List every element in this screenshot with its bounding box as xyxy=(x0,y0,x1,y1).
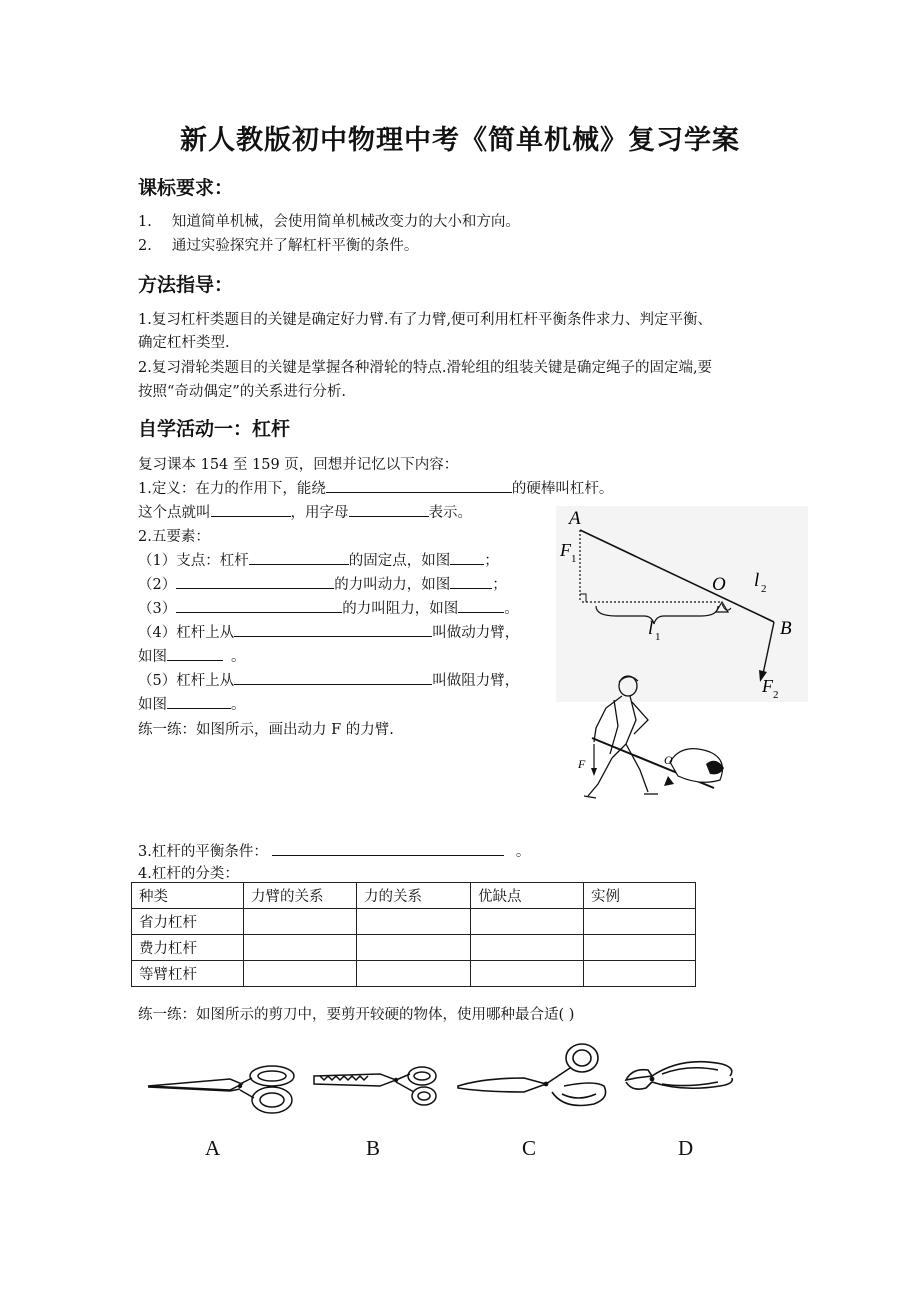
table-cell[interactable] xyxy=(244,961,357,987)
scissors-b-pivot-arms xyxy=(396,1074,414,1092)
element-resistance-arm-figure: 如图 。 xyxy=(138,693,246,714)
arm-l2-label: l xyxy=(754,570,760,591)
element-resistance-blank[interactable] xyxy=(176,597,342,613)
element-effort-arm-figure: 如图 。 xyxy=(138,645,246,666)
arm-l1-subscript: 1 xyxy=(655,631,661,643)
arm-l2-subscript: 2 xyxy=(761,583,767,595)
scissors-a-pivot xyxy=(238,1084,242,1088)
worker-helmet xyxy=(619,677,638,682)
scissors-a-handle-top-inner xyxy=(258,1071,286,1081)
definition-line: 1.定义：在力的作用下，能绕 的硬棒叫杠杆。 xyxy=(138,477,613,498)
element-resistance-arm-blank[interactable] xyxy=(234,669,432,685)
table-header-cell: 优缺点 xyxy=(471,883,584,909)
element-effort-figure-blank[interactable] xyxy=(450,573,492,589)
table-cell[interactable] xyxy=(584,935,696,961)
lever-classification-table xyxy=(131,882,696,987)
pliers-d-icon[interactable] xyxy=(622,1052,746,1100)
element-effort-arm-figure-blank[interactable] xyxy=(167,645,223,661)
element-effort: （2） 的力叫动力，如图 ； xyxy=(138,573,507,594)
scissors-c-handle-top-inner xyxy=(573,1050,591,1066)
fulcrum-name-blank[interactable] xyxy=(211,501,291,517)
pliers-d-handle-bottom-inner xyxy=(662,1082,718,1086)
fulcrum-letter-blank[interactable] xyxy=(349,501,429,517)
table-cell[interactable] xyxy=(584,961,696,987)
option-d-label[interactable]: D xyxy=(678,1136,694,1160)
worker-front-arm xyxy=(632,702,648,734)
pivot-stone xyxy=(664,776,674,786)
table-cell[interactable] xyxy=(471,935,584,961)
pliers-d-handle-top-inner xyxy=(662,1068,718,1074)
arm-l1-label: l xyxy=(648,618,654,639)
section-heading-activity1: 自学活动一：杠杆 xyxy=(138,418,291,440)
scissors-b-handle-bottom-inner xyxy=(418,1092,430,1100)
balance-condition-line: 3.杠杆的平衡条件： 。 xyxy=(138,840,530,861)
element-effort-arm-blank[interactable] xyxy=(234,621,432,637)
balance-condition-blank[interactable] xyxy=(272,840,504,856)
fulcrum-O-label: O xyxy=(712,574,726,595)
definition-blank[interactable] xyxy=(326,477,512,493)
point-B-label: B xyxy=(780,618,792,639)
table-cell: 费力杠杆 xyxy=(132,935,244,961)
force-F2-subscript: 2 xyxy=(773,689,779,701)
table-cell[interactable] xyxy=(471,909,584,935)
table-row xyxy=(132,935,696,961)
section-heading-standards: 课标要求： xyxy=(138,177,234,199)
pliers-d-jaw-top xyxy=(626,1070,652,1080)
table-header-cell: 力的关系 xyxy=(357,883,471,909)
scissors-c-icon[interactable] xyxy=(454,1038,614,1114)
point-A-label: A xyxy=(569,508,581,529)
table-cell[interactable] xyxy=(357,961,471,987)
table-cell[interactable] xyxy=(244,935,357,961)
scissors-b-teeth xyxy=(320,1076,368,1080)
standard-item-2: 2. 通过实验探究并了解杠杆平衡的条件。 xyxy=(138,238,419,254)
table-cell[interactable] xyxy=(471,961,584,987)
pliers-d-pivot xyxy=(650,1077,655,1082)
element-resistance-figure-blank[interactable] xyxy=(458,597,504,613)
scissors-a-icon[interactable] xyxy=(144,1060,300,1120)
section-heading-method: 方法指导： xyxy=(138,274,234,296)
table-header-cell: 种类 xyxy=(132,883,244,909)
table-row xyxy=(132,961,696,987)
method-line-2: 确定杠杆类型. xyxy=(138,335,230,351)
element-effort-blank[interactable] xyxy=(176,573,334,589)
option-b-label[interactable]: B xyxy=(366,1136,381,1160)
method-line-3: 2.复习滑轮类题目的关键是掌握各种滑轮的特点.滑轮组的组装关键是确定绳子的固定端,要 xyxy=(138,360,713,376)
table-cell[interactable] xyxy=(357,909,471,935)
scissors-b-handle-top xyxy=(408,1067,436,1085)
scissors-b-handle-top-inner xyxy=(414,1072,430,1080)
element-resistance-arm-figure-blank[interactable] xyxy=(167,693,231,709)
scissors-b-icon[interactable] xyxy=(310,1062,442,1112)
worker-fulcrum-O-label: O xyxy=(664,753,673,767)
worker-back-arm xyxy=(594,696,622,742)
scissors-c-handle-bottom xyxy=(552,1083,606,1106)
worker-left-leg xyxy=(588,758,612,796)
table-cell[interactable] xyxy=(357,935,471,961)
table-cell: 等臂杠杆 xyxy=(132,961,244,987)
pliers-d-jaw-bottom xyxy=(626,1082,652,1089)
fulcrum-name-line: 这个点就叫 ，用字母 表示。 xyxy=(138,501,472,522)
worker-force-arrowhead xyxy=(591,768,597,776)
scissors-b-pivot xyxy=(394,1078,398,1082)
force-F1-subscript: 1 xyxy=(571,553,577,565)
practice-draw-arm: 练一练：如图所示，画出动力 F 的力臂. xyxy=(138,722,394,738)
scissors-a-handle-bottom-inner xyxy=(260,1093,284,1107)
table-cell[interactable] xyxy=(244,909,357,935)
scissors-c-handle-top xyxy=(566,1044,598,1072)
scissors-a-handle-bottom xyxy=(252,1087,292,1113)
scissors-c-pivot xyxy=(544,1082,549,1087)
pliers-d-handle-bottom xyxy=(652,1078,732,1088)
method-line-4: 按照“奇动偶定”的关系进行分析. xyxy=(138,384,346,400)
scissors-c-handle-bottom-inner xyxy=(562,1094,596,1098)
option-c-label[interactable]: C xyxy=(522,1136,537,1160)
table-header-cell: 力臂的关系 xyxy=(244,883,357,909)
scissors-a-handle-top xyxy=(250,1066,294,1086)
lever-classification-label: 4.杠杆的分类： xyxy=(138,866,239,882)
worker-left-foot xyxy=(584,796,596,798)
force-F2-label: F xyxy=(762,676,773,696)
table-cell: 省力杠杆 xyxy=(132,909,244,935)
element-fulcrum-blank[interactable] xyxy=(249,549,349,565)
element-resistance: （3） 的力叫阻力，如图 。 xyxy=(138,597,519,618)
scissors-c-blade xyxy=(458,1078,546,1092)
method-line-1: 1.复习杠杆类题目的关键是确定好力臂.有了力臂,便可利用杠杆平衡条件求力、判定平衡、 xyxy=(138,312,713,328)
element-effort-arm: （4）杠杆上从 叫做动力臂， xyxy=(138,621,519,642)
option-a-label[interactable]: A xyxy=(205,1136,221,1160)
table-header-cell: 实例 xyxy=(584,883,696,909)
scissors-c-pivot-arm xyxy=(546,1068,570,1084)
scissors-b-handle-bottom xyxy=(412,1087,436,1105)
five-elements-label: 2.五要素： xyxy=(138,529,210,545)
force-F1-label: F xyxy=(560,540,571,560)
table-row xyxy=(132,909,696,935)
page-title: 新人教版初中物理中考《简单机械》复习学案 xyxy=(180,125,740,156)
element-fulcrum-figure-blank[interactable] xyxy=(450,549,484,565)
standard-item-1: 1. 知道简单机械，会使用简单机械改变力的大小和方向。 xyxy=(138,214,520,230)
table-header-row xyxy=(132,883,696,909)
activity-intro: 复习课本 154 至 159 页，回想并记忆以下内容： xyxy=(138,457,459,473)
worker-pry-bar-figure xyxy=(570,672,750,804)
table-cell[interactable] xyxy=(584,909,696,935)
element-resistance-arm: （5）杠杆上从 叫做阻力臂， xyxy=(138,669,519,690)
element-fulcrum: （1）支点：杠杆 的固定点，如图 ； xyxy=(138,549,499,570)
worker-force-F-label: F xyxy=(578,757,586,771)
practice-scissors-question: 练一练：如图所示的剪刀中，要剪开较硬的物体，使用哪种最合适( ) xyxy=(138,1007,575,1023)
worker-right-leg xyxy=(626,744,648,792)
